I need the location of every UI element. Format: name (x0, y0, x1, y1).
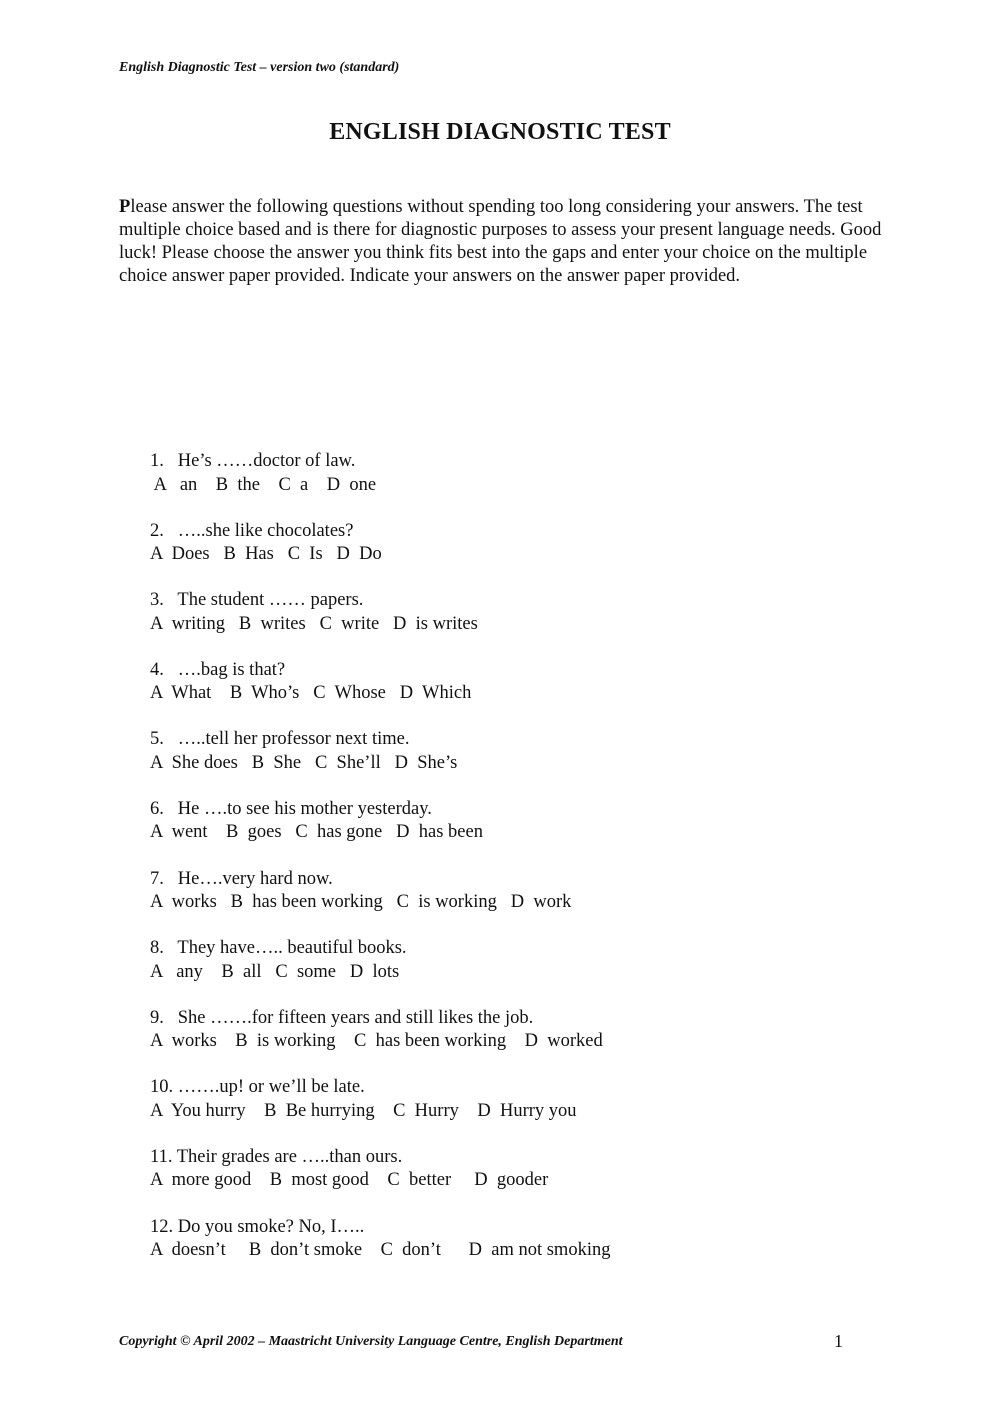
question-item (150, 1007, 850, 1077)
question-item (150, 868, 850, 938)
answer-options: A works B has been working C is working D work (150, 892, 572, 913)
answer-options: A works B is working C has been working D worked (150, 1031, 603, 1052)
question-item (150, 520, 850, 590)
question-item (150, 728, 850, 798)
question-text: 12. Do you smoke? No, I….. (150, 1216, 365, 1237)
running-header: English Diagnostic Test – version two (standard) (119, 60, 400, 75)
question-text: 6. He ….to see his mother yesterday. (150, 798, 432, 819)
answer-options: A went B goes C has gone D has been (150, 822, 483, 843)
question-item (150, 589, 850, 659)
answer-options: A doesn’t B don’t smoke C don’t D am not smoking (150, 1240, 611, 1261)
instructions-text: lease answer the following questions without spending too long considering your answers. The test multiple choice based and is there for diagnostic purposes to assess your present language needs. Good luck! Please choose the answer you think fits best into the gaps and enter your choice on the multiple choice answer paper provided. Indicate your answers on the answer paper provided. (119, 197, 882, 286)
answer-options: A more good B most good C better D gooder (150, 1170, 549, 1191)
question-item (150, 1146, 850, 1216)
copyright-footer: Copyright © April 2002 – Maastricht University Language Centre, English Department (119, 1334, 623, 1349)
question-list (150, 450, 850, 1285)
question-text: 2. …..she like chocolates? (150, 520, 354, 541)
question-text: 9. She …….for fifteen years and still likes the job. (150, 1007, 534, 1028)
answer-options: A You hurry B Be hurrying C Hurry D Hurry you (150, 1100, 577, 1121)
question-item (150, 450, 850, 520)
answer-options: A She does B She C She’ll D She’s (150, 752, 458, 773)
answer-options: A any B all C some D lots (150, 961, 400, 982)
page-title: ENGLISH DIAGNOSTIC TEST (329, 119, 671, 145)
question-text: 7. He….very hard now. (150, 868, 333, 889)
question-text: 1. He’s ……doctor of law. (150, 451, 356, 471)
page-number: 1 (834, 1331, 843, 1351)
question-text: 5. …..tell her professor next time. (150, 729, 410, 750)
question-item (150, 937, 850, 1007)
question-item (150, 798, 850, 868)
question-text: 4. ….bag is that? (150, 659, 286, 680)
question-item (150, 659, 850, 729)
answer-options: A Does B Has C Is D Do (150, 544, 382, 565)
question-text: 3. The student …… papers. (150, 590, 364, 611)
question-item (150, 1076, 850, 1146)
question-item (150, 1216, 850, 1286)
question-text: 11. Their grades are …..than ours. (150, 1146, 403, 1167)
instructions-first-letter: P (119, 197, 131, 217)
instructions-paragraph (119, 196, 889, 288)
question-text: 8. They have….. beautiful books. (150, 938, 407, 959)
answer-options: A writing B writes C write D is writes (150, 613, 478, 634)
answer-options: A What B Who’s C Whose D Which (150, 683, 472, 704)
answer-options: A an B the C a D one (150, 474, 377, 495)
question-text: 10. …….up! or we’ll be late. (150, 1077, 365, 1098)
